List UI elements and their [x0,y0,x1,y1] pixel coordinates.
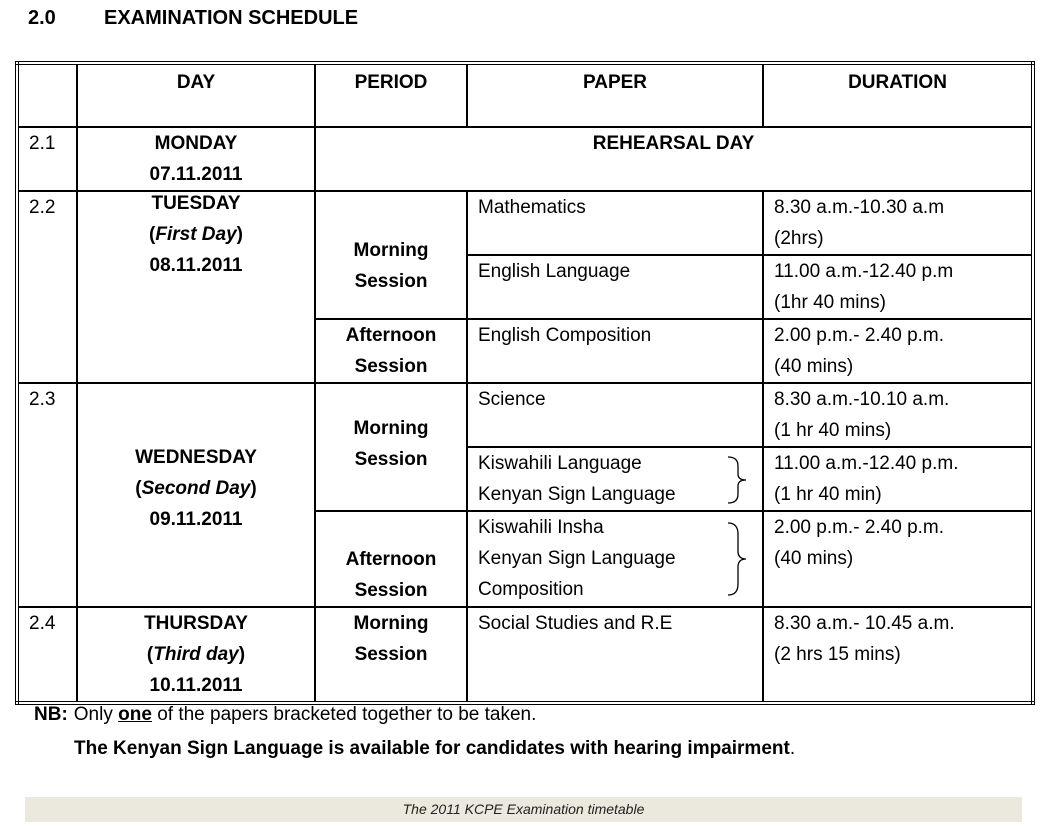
col-header-paper: PAPER [467,63,763,127]
table-row [17,383,1033,447]
brace-icon [726,454,748,506]
duration-cell: 11.00 a.m.-12.40 p.m. (1 hr 40 min) [763,447,1033,511]
col-header-num [17,63,77,127]
period-afternoon: Afternoon Session [315,511,467,607]
paper-cell: Science [467,383,763,447]
day-date: 10.11.2011 [149,675,243,696]
col-header-day: DAY [77,63,315,127]
day-name: MONDAY [154,133,238,154]
day-date: 07.11.2011 [149,164,243,185]
day-subtitle: (Second Day) [135,477,257,499]
row-number: 2.4 [17,607,77,703]
table-row [17,191,1033,255]
row-number: 2.3 [17,383,77,607]
duration-cell: 8.30 a.m.- 10.45 a.m. (2 hrs 15 mins) [763,607,1033,703]
day-name: WEDNESDAY [135,446,257,468]
day-name: TUESDAY [151,193,241,214]
brace-icon [726,520,748,598]
col-header-period: PERIOD [315,63,467,127]
duration-cell: 11.00 a.m.-12.40 p.m (1hr 40 mins) [763,255,1033,319]
duration-cell: 2.00 p.m.- 2.40 p.m. (40 mins) [763,319,1033,383]
paper-cell: English Composition [467,319,763,383]
duration-cell: 2.00 p.m.- 2.40 p.m. (40 mins) [763,511,1033,607]
day-name: THURSDAY [144,613,248,634]
nb-note: NB: Only one of the papers bracketed together to be taken. [34,704,537,725]
header-row [17,63,1033,127]
day-subtitle: (Third day) [146,644,246,665]
day-cell [77,191,315,383]
duration-cell: 8.30 a.m.-10.10 a.m. (1 hr 40 mins) [763,383,1033,447]
paper-cell: Mathematics [467,191,763,255]
table-row [17,127,1033,191]
paper-cell: Social Studies and R.E [467,607,763,703]
duration-cell: 8.30 a.m.-10.30 a.m (2hrs) [763,191,1033,255]
period-afternoon: Afternoon Session [315,319,467,383]
ksl-note: The Kenyan Sign Language is available for candidates with hearing impairment. [74,738,796,759]
paper-cell: English Language [467,255,763,319]
period-morning: Morning Session [315,383,467,511]
period-morning: Morning Session [315,191,467,319]
row-number: 2.2 [17,191,77,383]
period-morning: Morning Session [315,607,467,703]
paper-cell: Kiswahili Insha Kenyan Sign Language Composition [467,511,763,607]
rehearsal-cell: REHEARSAL DAY [315,127,1033,191]
day-subtitle: (First Day) [149,224,243,245]
day-cell [77,607,315,703]
row-number: 2.1 [17,127,77,191]
col-header-duration: DURATION [763,63,1033,127]
section-number: 2.0 [28,7,56,29]
paper-cell: Kiswahili Language Kenyan Sign Language [467,447,763,511]
day-date: 09.11.2011 [149,508,243,530]
figure-caption: The 2011 KCPE Examination timetable [25,797,1022,822]
table-row [17,607,1033,703]
day-date: 08.11.2011 [149,255,243,276]
schedule-table [15,61,1035,705]
section-title: EXAMINATION SCHEDULE [104,7,359,29]
day-cell [77,383,315,607]
day-cell [77,127,315,191]
section-heading [28,7,358,30]
